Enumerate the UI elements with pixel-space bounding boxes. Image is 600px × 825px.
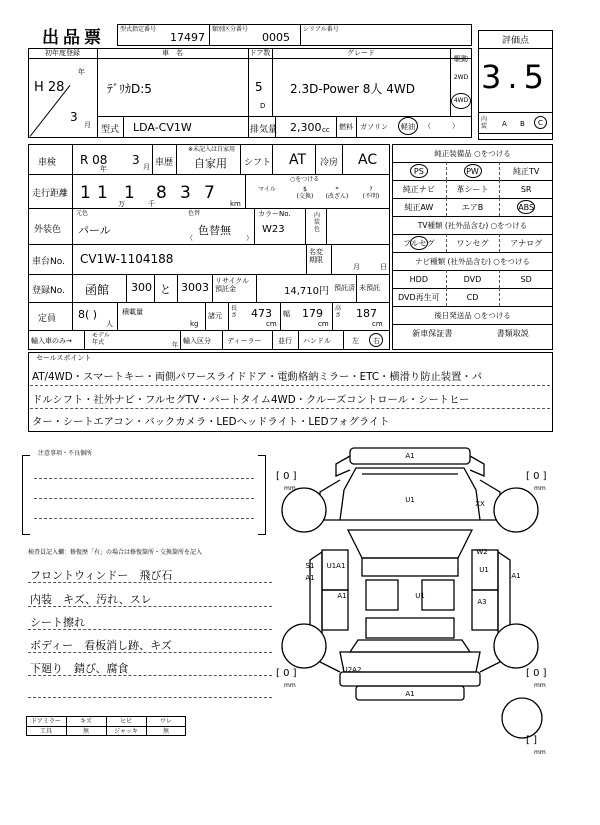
reg-class: 300 [131,281,152,294]
damage-mark-left-front-door: U1A1 [326,562,346,570]
legend-cell: ジャッキ [114,728,138,735]
mileage-option: マイル [258,186,276,193]
shift-label: シフト [244,158,272,168]
damage-mark-right-front-fender: XX [475,500,485,508]
navi-option: CD [466,292,479,302]
shaken-month: 3 [132,153,140,167]
color-change-label: 色替 [188,210,201,217]
recycle-unpaid: 未預託 [359,284,380,292]
spare-tire-icon [502,698,542,738]
model-number-label: 型式指定番号 [120,26,157,33]
doc-option: 書類取説 [496,328,529,338]
capacity-value: 8( ) [78,308,98,321]
length-unit: cm [266,320,277,328]
orig-color-value: パール [78,224,111,237]
mileage-digit: 1 [80,183,91,203]
dims-label: 諸元 [208,312,222,320]
mileage-digit: 7 [204,183,215,203]
tire-depth-value: [ 0 ] [276,471,297,482]
car-name-value: ﾃﾞﾘｶD:5 [107,82,152,96]
equipment-col-divider [446,180,447,198]
caution-label: 注意事項・不良個所 [38,450,93,457]
tire-depth-unit: mm [284,485,296,492]
navi-option: HDD [409,274,428,284]
doc-option: 新車保証書 [412,328,453,338]
name-change-label: 名変期限 [309,248,323,264]
equipment-col-divider [446,198,447,216]
orig-color-label: 元色 [76,210,89,217]
ac-value: AC [358,152,378,168]
navi-option: SD [520,274,532,284]
chassis-value: CV1W-1104188 [80,252,174,266]
equipment-col-divider [499,234,500,252]
inspector-label: 検査員記入欄：修復歴「有」の場合は修復箇所・交換箇所を記入 [28,549,203,556]
color-label: 外装色 [34,225,62,235]
tire-depth-unit: mm [534,485,546,492]
model-label: 型式 [101,125,120,135]
mileage-digit: 3 [180,183,191,203]
displacement-unit: cc [322,126,330,134]
tv-option-circle [410,236,428,250]
interior-c: C [538,119,543,127]
door-type: D [260,102,266,110]
equipment-col-divider [446,288,447,306]
mileage-digit: 8 [156,183,167,203]
docs-title: 後日発送品 ○をつける [434,310,511,320]
legend-cell: 無 [162,728,169,735]
tv-option: アナログ [510,238,543,248]
serial-label: シリアル番号 [303,26,339,33]
name-change-day: 日 [380,263,387,271]
displacement-value: 2,300 [290,121,322,134]
tire-rear-left-icon [282,624,326,668]
handle-right: 右 [373,337,380,345]
mileage-option: ? (不明) [362,186,380,200]
damage-mark-right-front-door-w: W2 [476,548,488,556]
month-unit: 月 [84,121,91,129]
equipment-col-divider [499,198,500,216]
fuel-label: 燃料 [339,123,353,131]
shaken-label: 車検 [38,158,57,168]
legend-cell: ワレ [159,718,172,725]
damage-mark-left-side-a: A1 [305,574,315,582]
tire-depth-unit: mm [534,682,546,689]
equipment-col-divider [446,270,447,288]
mileage-option: * (改ざん) [325,186,349,200]
sales-point-label: セールスポイント [36,354,92,362]
grade-label: グレード [347,49,375,57]
color-change-value: 色替無 [198,224,231,237]
navi-option [499,288,553,306]
recycle-label: リサイクル 預託金 [215,277,250,293]
legend-cell: キズ [80,718,92,725]
tire-front-left-icon [282,488,326,532]
load-unit: kg [190,320,199,328]
handle-left: 左 [352,337,359,345]
reg-area: 函館 [85,283,110,297]
mileage-digit: 1 [124,183,135,203]
history-value: 自家用 [194,157,227,170]
tv-option: ワンセグ [456,238,489,248]
tire-rear-right-icon [494,624,538,668]
doors-label: ドア数 [249,49,271,57]
damage-mark-left-side-s: S1 [305,562,315,570]
damage-mark-hood: U1 [405,496,415,504]
mileage-digit: 1 [97,183,108,203]
damage-mark-left-rear-door: A1 [337,592,347,600]
model-year-label: モデル 年式 [92,332,110,346]
shift-value: AT [289,152,307,168]
model-value: LDA-CV1W [133,121,192,134]
category-value: 0005 [262,31,290,44]
damage-mark-rear-left: U2A2 [342,666,362,674]
first-reg-era: H 28 [34,80,65,95]
genuine-option: 純正TV [512,166,540,176]
damage-mark-right-rear-door: A3 [477,598,487,606]
genuine-option: ABS [518,202,535,212]
ac-label: 冷房 [320,158,339,168]
chassis-label: 車台No. [32,257,65,267]
genuine-option: 革シート [456,184,489,194]
reg-kana: と [160,283,171,296]
damage-mark-right-side: A1 [511,572,521,580]
score-value: 3.5 [481,58,550,96]
fuel-other: （ ） [424,122,459,130]
tire-depth-value: [ 0 ] [276,668,297,679]
navi-option: DVD [463,274,482,284]
shaken-month-unit: 月 [143,163,150,171]
length-value: 473 [251,307,272,320]
fuel-gasoline: ガソリン [360,123,388,131]
history-note: ※未記入は自家用 [188,146,236,153]
genuine-option: PW [466,166,479,176]
tire-depth-unit: mm [284,682,296,689]
fuel-diesel: 軽油 [401,123,415,131]
equipment-col-divider [446,162,447,180]
color-no-value: W23 [262,224,285,235]
navi-type-title: ナビ種類 (社外品含む) ○をつける [415,256,530,266]
tire-front-right-icon [494,488,538,532]
equipment-col-divider [499,288,500,306]
import-parallel: 並行 [278,337,292,345]
genuine-option: 純正ナビ [402,184,435,194]
doors-value: 5 [255,80,263,94]
import-dealer: ディーラー [227,337,262,345]
width-value: 179 [302,307,323,320]
note-line-3: シート擦れ [30,616,85,629]
length-label: 長さ [231,305,238,319]
category-label: 類別区分番号 [212,26,249,33]
equipment-col-divider [499,162,500,180]
shaken-year-unit: 年 [100,165,107,173]
car-name-label: 車 名 [162,49,183,57]
model-number-value: 17497 [170,31,205,44]
sales-point-line-1: AT/4WD・スマートキー・両側パワースライドドア・電動格納ミラー・ETC・横滑り防止装置・パ [32,371,482,383]
genuine-option-circle [464,164,482,178]
name-change-month: 月 [353,263,360,271]
mileage-sen: 千 [148,200,155,208]
first-reg-month: 3 [70,110,78,124]
color-no-label: カラーNo. [258,210,291,218]
height-value: 187 [356,307,377,320]
damage-mark-rear-bumper: A1 [405,690,415,698]
legend-cell: ドアミラー [31,718,61,725]
tire-depth-unit: mm [534,749,546,756]
load-label: 積載量 [122,308,143,316]
height-label: 高さ [335,305,342,319]
caution-bracket-left [22,455,30,535]
color-paren-open: （ [186,234,193,242]
score-label: 評価点 [501,36,529,46]
color-paren-close: ） [246,234,253,242]
equipment-col-divider [499,180,500,198]
history-label: 車歴 [155,158,174,168]
tire-depth-value: [ ] [526,735,537,746]
mileage-mark-note: ○をつける [290,176,320,183]
width-label: 幅 [283,310,290,318]
interior-color-label: 内装色 [314,212,321,233]
note-line-1: フロントウィンドー 飛び石 [30,569,173,582]
model-year-unit: 年 [172,342,179,349]
genuine-option: SR [520,184,532,194]
tv-type-title: TV種類 (社外品含む) ○をつける [417,220,528,230]
legend-cell: 工具 [39,728,52,735]
tire-depth-value: [ 0 ] [526,471,547,482]
recycle-paid: 預託済 [334,284,355,292]
interior-b: B [520,120,525,128]
damage-mark-right-front-door-u: U1 [479,566,489,574]
mileage-km: km [230,200,241,208]
height-unit: cm [372,320,383,328]
note-line-2: 内装 キズ、汚れ、スレ [30,593,152,606]
damage-mark-front-bumper: A1 [405,452,415,460]
page-title: 出品票 [42,28,105,48]
capacity-label: 定員 [38,314,57,324]
mileage-label: 走行距離 [32,189,69,199]
note-line-5: 下廻り 錆び、腐食 [30,662,129,675]
first-reg-label: 初年度登録 [45,49,80,57]
tv-option: フルセグ [402,238,435,248]
import-label: 輸入車のみ→ [31,337,72,345]
genuine-option: エアB [461,202,484,212]
drive-label: 駆動 [454,55,468,63]
mileage-man: 万 [118,200,125,208]
displacement-label: 排気量 [250,125,278,135]
sales-point-line-2: ドルシフト・社外ナビ・フルセグTV・パートタイム4WD・クルーズコントロール・シートヒー [32,394,470,406]
equipment-col-divider [446,234,447,252]
mileage-option: $ (交換) [296,186,314,200]
grade-value: 2.3D-Power 8人 4WD [290,82,415,96]
recycle-value: 14,710円 [284,286,329,297]
reg-number: 3003 [181,281,209,294]
legend-cell: 無 [82,728,89,735]
handle-label: ハンドル [303,337,331,345]
legend-cell: ヒビ [119,718,132,725]
genuine-option: PS [413,166,424,176]
width-unit: cm [318,320,329,328]
interior-label: 内装 [481,116,488,130]
shaken-year: R 08 [80,153,108,167]
interior-a: A [502,120,507,128]
sales-point-line-3: ター・シートエアコン・バックカメラ・LEDヘッドライト・LEDフォグライト [32,416,390,428]
year-unit: 年 [78,68,85,76]
drive-2wd: 2WD [453,74,469,81]
caution-bracket-right [258,455,266,535]
tire-depth-value: [ 0 ] [526,668,547,679]
equipment-col-divider [499,270,500,288]
capacity-unit: 人 [106,320,113,328]
import-type-label: 輸入区分 [183,337,211,345]
genuine-equipment-title: 純正装備品 ○をつける [434,148,511,158]
note-line-4: ボディー 看板消し跡、キズ [30,639,172,652]
drive-4wd: 4WD [453,97,469,104]
genuine-option-circle [410,164,428,178]
genuine-option: 純正AW [404,202,434,212]
damage-mark-roof: U1 [415,592,425,600]
reg-label: 登録No. [32,286,65,296]
navi-option: DVD再生可 [398,292,440,302]
